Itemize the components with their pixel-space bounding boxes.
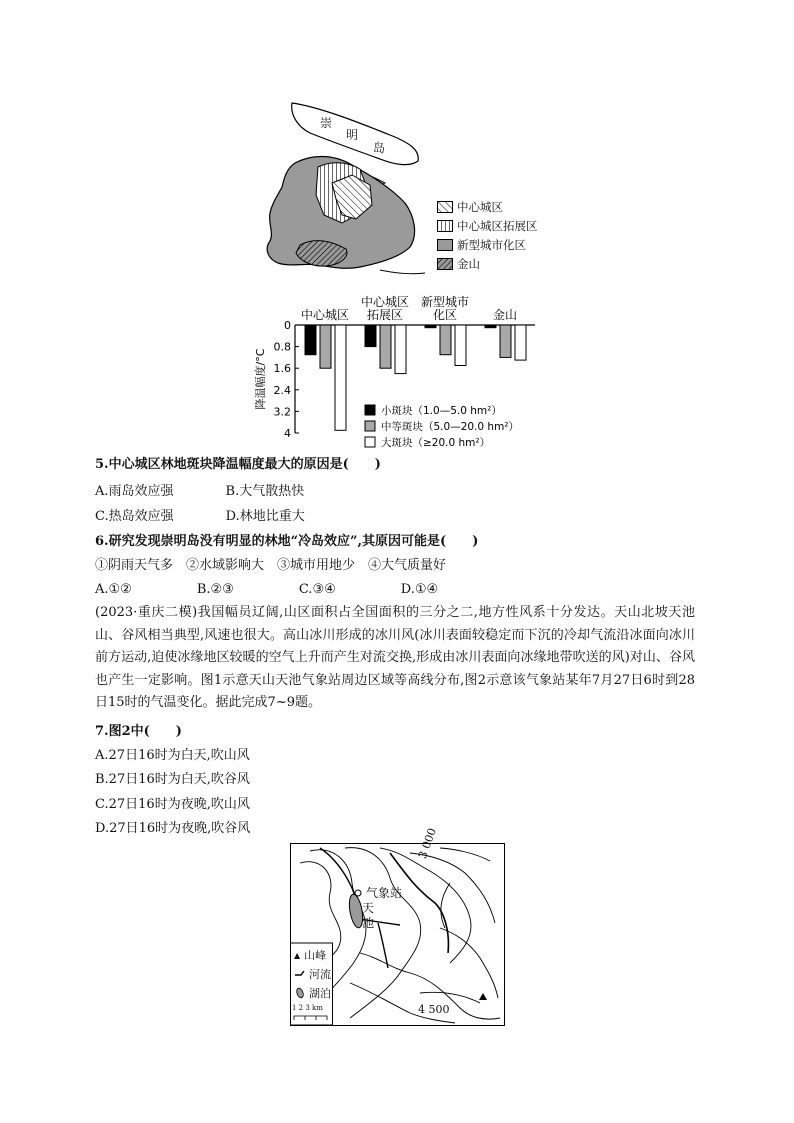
answer-options: A.①② B.②③ C.③④ D.①④: [95, 582, 439, 597]
answer-option: C.27日16时为夜晚,吹山风: [95, 797, 250, 812]
category-label: 金山: [492, 308, 518, 322]
answer-option: D.27日16时为夜晚,吹谷风: [95, 821, 251, 836]
bar-small: [485, 325, 496, 328]
bar-large: [335, 325, 346, 430]
map2-contour-3000: 3 000: [416, 826, 439, 861]
answer-options: ①阴雨天气多 ②水域影响大 ③城市用地少 ④大气质量好: [95, 558, 447, 573]
legend-label: 湖泊: [309, 987, 331, 1000]
legend-label: 山峰: [304, 949, 327, 962]
legend-swatch: [365, 437, 375, 447]
passage: (2023·重庆二模)我国幅员辽阔,山区面积占全国面积的三分之二,地方性风系十分发达。天山北坡天池山、谷风相当典型,风速也很大。高山冰川形成的冰川风(冰川表面较稳定而下沉的冷却气流沿冰面向冰川前方运动,迫使冰缘地区较暖的空气上升而产生对流交换,形成由冰川表面向冰缘地带吹送的风)对山、谷风也产生一定影响。图1示意天山天池气象站周边区域等高线分布,图2示意该气象站某年7月27日6时到28日15时的气温变化。据此完成7~9题。: [95, 605, 695, 711]
category-label: 化区: [432, 308, 458, 322]
map2-lake-char2: 池: [362, 916, 375, 930]
answer-option: B.27日16时为白天,吹谷风: [95, 772, 250, 787]
y-axis-label: 降温幅度/°C: [254, 348, 267, 410]
question-stem: 7.图2中( ): [95, 724, 182, 739]
map2-legend-river: [294, 966, 331, 982]
y-tick-label: 0.8: [273, 340, 291, 354]
category-label: 拓展区: [366, 308, 404, 322]
lake-icon: [294, 987, 306, 999]
legend-label: 中等斑块（5.0—20.0 hm²）: [381, 421, 520, 433]
legend-swatch: [365, 405, 375, 415]
bar-small: [425, 325, 436, 328]
shanghai-map: [260, 95, 430, 285]
y-tick-label: 0: [284, 319, 291, 332]
y-tick-label: 4: [284, 427, 291, 440]
y-tick-label: 2.4: [273, 383, 291, 397]
bar-medium: [440, 325, 451, 355]
map2-legend-peak: [294, 947, 326, 963]
category-label: 中心城区: [300, 308, 350, 322]
cooling-bar-chart: [250, 290, 550, 455]
bar-small: [365, 325, 376, 347]
map1-label-ming: 明: [346, 128, 359, 142]
legend-label: 中心城区: [457, 200, 503, 214]
y-tick-label: 1.6: [273, 362, 291, 376]
answer-options: A.雨岛效应强 B.大气散热快: [95, 484, 305, 499]
question-stem: 5.中心城区林地斑块降温幅度最大的原因是( ): [95, 457, 381, 472]
map1-label-chong: 崇: [320, 116, 333, 130]
scale-label: 1 2 3 km: [292, 1004, 323, 1012]
map2-contour-4500: 4 500: [418, 1003, 450, 1016]
legend-swatch: [365, 421, 375, 431]
map2-lake-char1: 天: [362, 901, 375, 915]
map1-legend-extension: [437, 218, 538, 234]
bar-medium: [500, 325, 511, 357]
map2-legend-lake: [294, 985, 331, 1001]
legend-label: 河流: [309, 968, 331, 981]
y-tick-label: 3.2: [273, 405, 291, 419]
map1-legend-central: [437, 199, 503, 215]
answer-options: C.热岛效应强 D.林地比重大: [95, 509, 305, 524]
bar-medium: [380, 325, 391, 368]
answer-option: A.27日16时为白天,吹山风: [95, 748, 250, 763]
category-label: 新型城市: [420, 295, 470, 309]
bar-large: [455, 325, 466, 366]
map1-legend-new-urban: [437, 237, 526, 253]
legend-label: 大斑块（≥20.0 hm²）: [381, 437, 491, 449]
legend-label: 中心城区拓展区: [457, 219, 538, 233]
bar-large: [395, 325, 406, 374]
question-stem: 6.研究发现崇明岛没有明显的林地“冷岛效应”,其原因可能是( ): [95, 534, 479, 549]
river-icon: [294, 969, 306, 979]
legend-label: 金山: [457, 257, 480, 271]
map1-legend-jinshan: [437, 256, 480, 272]
category-label: 中心城区: [360, 295, 410, 309]
legend-label: 新型城市化区: [457, 238, 526, 252]
scale-bar: [293, 1015, 329, 1021]
peak-icon: ▲: [294, 950, 301, 960]
legend-label: 小斑块（1.0—5.0 hm²）: [381, 405, 502, 417]
map1-label-dao: 岛: [373, 141, 386, 155]
map2-station-label: 气象站: [366, 886, 403, 900]
bar-large: [515, 325, 526, 360]
bar-small: [305, 325, 316, 355]
bar-medium: [320, 325, 331, 368]
